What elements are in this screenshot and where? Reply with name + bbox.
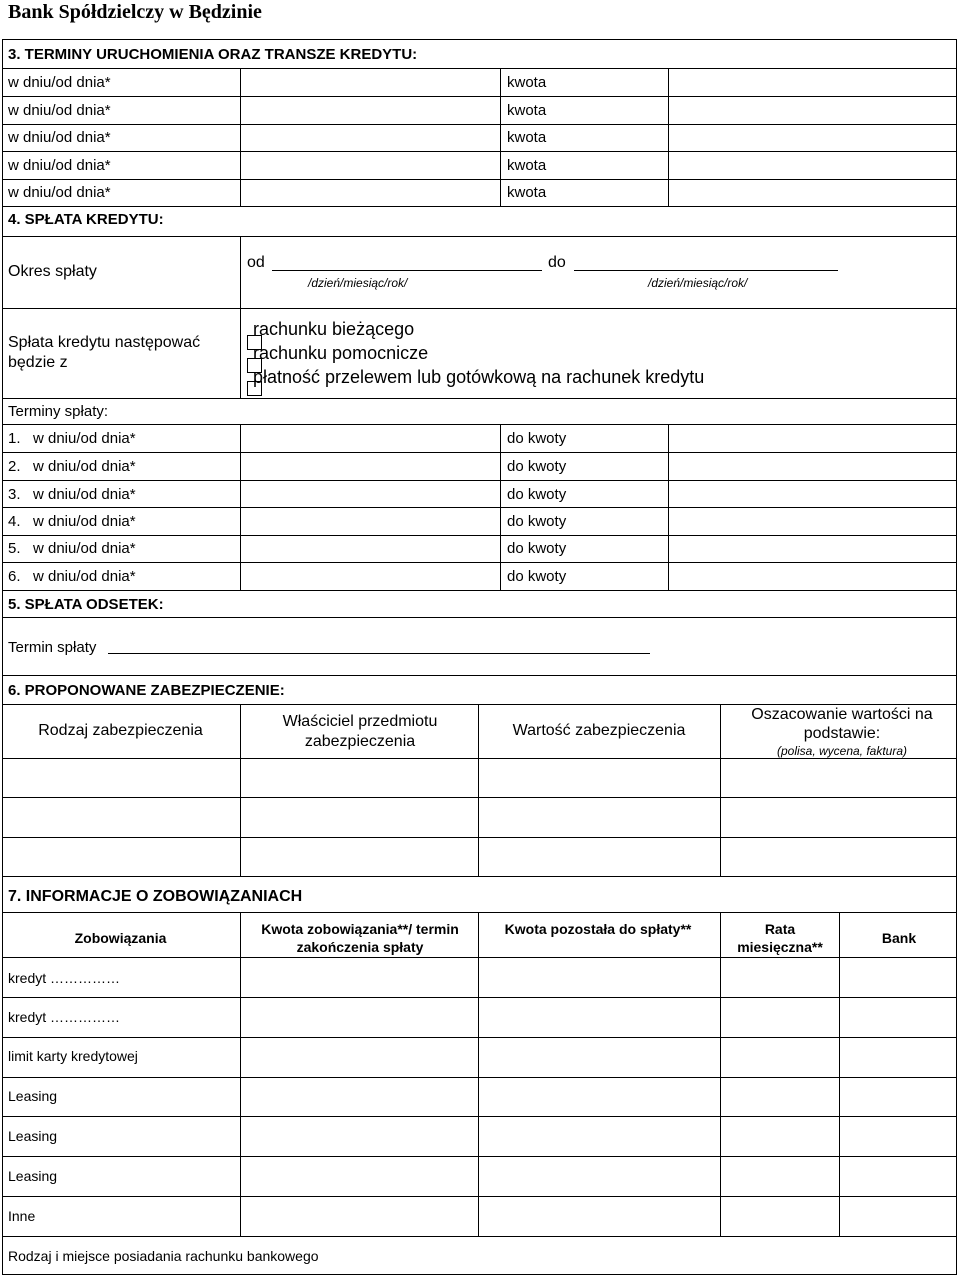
liability-row-label: Leasing	[8, 1088, 58, 1104]
security-type-field[interactable]	[3, 798, 239, 836]
liability-remaining-field[interactable]	[479, 1038, 719, 1076]
security-owner-field[interactable]	[241, 759, 477, 796]
period-to-hint: /dzień/miesiąc/rok/	[648, 276, 748, 290]
liability-remaining-field[interactable]	[479, 1197, 719, 1235]
tranche-date-label: w dniu/od dnia*	[8, 184, 111, 201]
divider	[2, 308, 957, 309]
liability-bank-field[interactable]	[840, 1117, 955, 1155]
tranche-amount-field[interactable]	[669, 152, 955, 179]
security-owner-field[interactable]	[241, 838, 477, 875]
schedule-amount-label: do kwoty	[507, 568, 567, 585]
schedule-number: 5.	[8, 540, 21, 557]
schedule-amount-label: do kwoty	[507, 540, 567, 557]
security-estimate-field[interactable]	[721, 759, 955, 796]
schedule-date-field[interactable]	[241, 563, 499, 590]
liability-remaining-field[interactable]	[479, 998, 719, 1036]
liability-bank-header: Bank	[881, 930, 917, 946]
security-value-field[interactable]	[479, 798, 719, 836]
security-estimate-field[interactable]	[721, 838, 955, 875]
security-owner-header: Właściciel przedmiotu zabezpieczenia	[282, 713, 438, 750]
frame-top	[2, 39, 957, 40]
schedule-date-label: w dniu/od dnia*	[33, 430, 136, 447]
liability-row-label: Inne	[8, 1208, 36, 1224]
section5-title: 5. SPŁATA ODSETEK:	[8, 596, 164, 613]
divider	[2, 876, 957, 877]
security-estimate-hint: (polisa, wycena, faktura)	[776, 744, 908, 758]
tranche-date-field[interactable]	[241, 69, 499, 96]
tranche-date-field[interactable]	[241, 97, 499, 124]
schedule-amount-field[interactable]	[669, 536, 955, 562]
liability-installment-header: Rata miesięczna**	[737, 921, 823, 955]
schedule-date-label: w dniu/od dnia*	[33, 458, 136, 475]
schedule-amount-field[interactable]	[669, 425, 955, 452]
liability-row-label: kredyt ……………	[8, 1009, 121, 1025]
schedule-number: 3.	[8, 486, 21, 503]
security-estimate-header: Oszacowanie wartości na podstawie:	[751, 706, 933, 742]
tranche-amount-field[interactable]	[669, 69, 955, 96]
bank-name: Bank Spółdzielczy w Będzinie	[8, 1, 262, 23]
divider	[2, 617, 957, 618]
section4-title: 4. SPŁATA KREDYTU:	[8, 211, 164, 228]
security-value-field[interactable]	[479, 838, 719, 875]
interest-term-label: Termin spłaty	[8, 639, 97, 656]
security-owner-field[interactable]	[241, 798, 477, 836]
tranche-date-field[interactable]	[241, 152, 499, 179]
option-auxiliary-account: rachunku pomocnicze	[253, 343, 429, 363]
divider	[2, 675, 957, 676]
liability-installment-field[interactable]	[721, 1078, 838, 1115]
tranche-amount-label: kwota	[507, 184, 547, 201]
section6-title: 6. PROPONOWANE ZABEZPIECZENIE:	[8, 682, 285, 699]
schedule-number: 4.	[8, 513, 21, 530]
liability-remaining-field[interactable]	[479, 1157, 719, 1195]
schedule-amount-label: do kwoty	[507, 486, 567, 503]
liability-amount-field[interactable]	[241, 1038, 477, 1076]
schedule-date-field[interactable]	[241, 481, 499, 507]
option-current-account: rachunku bieżącego	[253, 319, 415, 339]
security-value-field[interactable]	[479, 759, 719, 796]
liability-amount-field[interactable]	[241, 998, 477, 1036]
section3-title: 3. TERMINY URUCHOMIENIA ORAZ TRANSZE KREDYTU:	[8, 46, 418, 63]
liability-amount-field[interactable]	[241, 1078, 477, 1115]
divider	[2, 236, 957, 237]
period-from-field[interactable]	[272, 270, 542, 271]
schedule-label: Terminy spłaty:	[8, 403, 109, 420]
frame-right	[956, 39, 957, 1275]
divider	[500, 68, 501, 206]
tranche-amount-label: kwota	[507, 74, 547, 91]
liability-remaining-field[interactable]	[479, 958, 719, 996]
tranche-amount-label: kwota	[507, 102, 547, 119]
interest-term-field[interactable]	[108, 653, 650, 654]
frame-bottom	[2, 1274, 957, 1275]
schedule-date-label: w dniu/od dnia*	[33, 513, 136, 530]
liability-bank-field[interactable]	[840, 958, 955, 996]
liability-installment-field[interactable]	[721, 1117, 838, 1155]
security-type-field[interactable]	[3, 838, 239, 875]
liability-amount-field[interactable]	[241, 1157, 477, 1195]
schedule-amount-field[interactable]	[669, 563, 955, 590]
liability-amount-field[interactable]	[241, 1197, 477, 1235]
security-type-field[interactable]	[3, 759, 239, 796]
liability-amount-field[interactable]	[241, 958, 477, 996]
period-to-label: do	[548, 254, 566, 271]
liability-bank-field[interactable]	[840, 998, 955, 1036]
repayment-source-label: Spłata kredytu następować będzie z	[8, 334, 201, 371]
tranche-date-field[interactable]	[241, 180, 499, 206]
schedule-date-field[interactable]	[241, 508, 499, 535]
tranche-amount-field[interactable]	[669, 125, 955, 151]
schedule-amount-field[interactable]	[669, 453, 955, 480]
liability-bank-field[interactable]	[840, 1078, 955, 1115]
schedule-date-field[interactable]	[241, 453, 499, 480]
schedule-amount-label: do kwoty	[507, 513, 567, 530]
repayment-period-label: Okres spłaty	[8, 263, 97, 280]
divider	[240, 236, 241, 308]
liability-remaining-header: Kwota pozostała do spłaty**	[504, 921, 692, 937]
tranche-amount-label: kwota	[507, 129, 547, 146]
tranche-date-label: w dniu/od dnia*	[8, 74, 111, 91]
schedule-amount-field[interactable]	[669, 481, 955, 507]
bank-account-label: Rodzaj i miejsce posiadania rachunku bankowego	[8, 1248, 319, 1264]
schedule-number: 1.	[8, 430, 21, 447]
liability-installment-field[interactable]	[721, 998, 838, 1036]
tranche-date-field[interactable]	[241, 125, 499, 151]
option-transfer-or-cash: płatność przelewem lub gotówkową na rachunek kredytu	[253, 367, 705, 387]
schedule-number: 6.	[8, 568, 21, 585]
schedule-date-label: w dniu/od dnia*	[33, 486, 136, 503]
liability-row-label: Leasing	[8, 1128, 58, 1144]
security-value-header: Wartość zabezpieczenia	[512, 722, 686, 739]
liability-header: Zobowiązania	[74, 930, 167, 946]
liability-installment-field[interactable]	[721, 1197, 838, 1235]
liability-row-label: limit karty kredytowej	[8, 1048, 138, 1064]
divider	[240, 308, 241, 398]
tranche-amount-label: kwota	[507, 157, 547, 174]
divider	[2, 398, 957, 399]
schedule-number: 2.	[8, 458, 21, 475]
divider	[2, 206, 957, 207]
period-from-label: od	[247, 254, 265, 271]
frame-left	[2, 39, 3, 1275]
security-estimate-field[interactable]	[721, 798, 955, 836]
tranche-date-label: w dniu/od dnia*	[8, 102, 111, 119]
liability-amount-header: Kwota zobowiązania**/ termin zakończenia spłaty	[261, 921, 459, 955]
schedule-amount-label: do kwoty	[507, 458, 567, 475]
divider	[2, 912, 957, 913]
bank-account-field[interactable]	[3, 1237, 955, 1273]
liability-row-label: kredyt ……………	[8, 970, 121, 986]
liability-remaining-field[interactable]	[479, 1078, 719, 1115]
divider	[2, 590, 957, 591]
tranche-amount-field[interactable]	[669, 97, 955, 124]
schedule-amount-field[interactable]	[669, 508, 955, 535]
period-from-hint: /dzień/miesiąc/rok/	[308, 276, 408, 290]
period-to-field[interactable]	[574, 270, 838, 271]
liability-installment-field[interactable]	[721, 1157, 838, 1195]
schedule-date-label: w dniu/od dnia*	[33, 568, 136, 585]
liability-bank-field[interactable]	[840, 1197, 955, 1235]
liability-bank-field[interactable]	[840, 1038, 955, 1076]
liability-amount-field[interactable]	[241, 1117, 477, 1155]
liability-installment-field[interactable]	[721, 1038, 838, 1076]
liability-installment-field[interactable]	[721, 958, 838, 996]
tranche-amount-field[interactable]	[669, 180, 955, 206]
schedule-date-field[interactable]	[241, 536, 499, 562]
liability-remaining-field[interactable]	[479, 1117, 719, 1155]
liability-row-label: Leasing	[8, 1168, 58, 1184]
liability-bank-field[interactable]	[840, 1157, 955, 1195]
section7-title: 7. INFORMACJE O ZOBOWIĄZANIACH	[8, 888, 303, 905]
schedule-amount-label: do kwoty	[507, 430, 567, 447]
schedule-date-field[interactable]	[241, 425, 499, 452]
tranche-date-label: w dniu/od dnia*	[8, 157, 111, 174]
security-type-header: Rodzaj zabezpieczenia	[38, 722, 203, 739]
divider	[500, 424, 501, 590]
schedule-date-label: w dniu/od dnia*	[33, 540, 136, 557]
tranche-date-label: w dniu/od dnia*	[8, 129, 111, 146]
